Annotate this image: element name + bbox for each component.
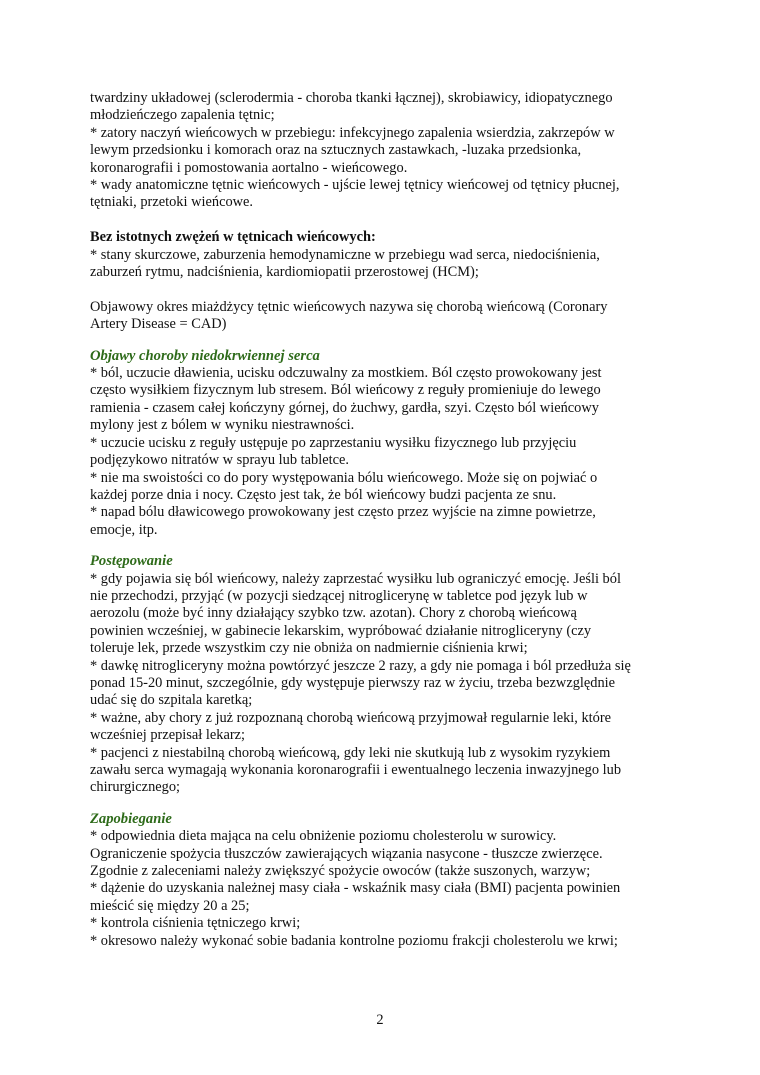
symptoms-section — [90, 348, 670, 539]
text-line: ramienia - czasem całej kończyny górnej, do żuchwy, gardła, szyi. Często ból wieńcowy — [90, 399, 599, 416]
text-line: twardziny układowej (sclerodermia - choroba tkanki łącznej), skrobiawicy, idiopatycznego — [90, 90, 613, 106]
text-line: emocje, itp. — [90, 521, 158, 538]
prevention-section — [90, 811, 670, 950]
text-line: * dawkę nitrogliceryny można powtórzyć jeszcze 2 razy, a gdy nie pomaga i ból przedłuża się — [90, 657, 631, 674]
text-line: wcześniej przepisał lekarz; — [90, 727, 246, 744]
symptoms-heading: Objawy choroby niedokrwiennej serca — [90, 347, 320, 364]
text-line: Objawowy okres miażdżycy tętnic wieńcowych nazywa się chorobą wieńcową (Coronary — [90, 298, 608, 315]
text-line: * gdy pojawia się ból wieńcowy, należy zaprzestać wysiłku lub ograniczyć emocję. Jeśli ból — [90, 570, 621, 587]
spacer — [90, 281, 670, 298]
text-line: udać się do szpitala karetką; — [90, 692, 253, 709]
spacer — [90, 539, 670, 553]
text-line: powinien wcześniej, w gabinecie lekarskim, wypróbować działanie nitrogliceryny (czy — [90, 622, 592, 639]
text-line: nie przechodzi, przyjąć (w pozycji siedzącej nitroglicerynę w tabletce pod język lub w — [90, 587, 588, 604]
text-line: * wady anatomiczne tętnic wieńcowych - ujście lewej tętnicy wieńcowej od tętnicy płucnej, — [90, 177, 620, 194]
prevention-heading: Zapobieganie — [90, 810, 172, 827]
text-line: mieścić się między 20 a 25; — [90, 897, 250, 914]
text-line: * nie ma swoistości co do pory występowania bólu wieńcowego. Może się on pojwiać o — [90, 469, 598, 486]
text-line: tętniaki, przetoki wieńcowe. — [90, 194, 254, 211]
text-line: toleruje lek, przede wszystkim czy nie obniża on nadmiernie ciśnienia krwi; — [90, 640, 528, 657]
procedure-section — [90, 553, 670, 797]
text-line: Zgodnie z zaleceniami należy zwiększyć spożycie owoców (także suszonych, warzyw; — [90, 863, 591, 880]
cad-paragraph — [90, 299, 670, 334]
text-line: * stany skurczowe, zaburzenia hemodynamiczne w przebiegu wad serca, niedociśnienia, — [90, 246, 600, 263]
text-line: mylony jest z bólem w wyniku niestrawności. — [90, 417, 355, 434]
no-stenosis-heading: Bez istotnych zwężeń w tętnicach wieńcowych: — [90, 229, 376, 246]
no-stenosis-section — [90, 229, 670, 281]
page-number: 2 — [376, 1012, 384, 1028]
text-line: podjęzykowo nitratów w sprayu lub tabletce. — [90, 452, 349, 469]
text-line: chirurgicznego; — [90, 779, 181, 796]
spacer — [90, 212, 670, 229]
document-page — [90, 90, 670, 950]
text-line: ponad 15-20 minut, szczególnie, gdy występuje pierwszy raz w życiu, trzeba bezwzględnie — [90, 674, 616, 691]
text-line: * napad bólu dławicowego prowokowany jest często przez wyjście na zimne powietrze, — [90, 504, 596, 521]
text-line: zawału serca wymagają wykonania koronarografii i ewentualnego leczenia inwazyjnego lub — [90, 762, 622, 778]
text-line: * dążenie do uzyskania należnej masy ciała - wskaźnik masy ciała (BMI) pacjenta powinien — [90, 880, 621, 897]
text-line: * pacjenci z niestabilną chorobą wieńcową, gdy leki nie skutkują lub z wysokim ryzykiem — [90, 744, 611, 761]
procedure-heading: Postępowanie — [90, 553, 173, 570]
text-line: * odpowiednia dieta mająca na celu obniżenie poziomu cholesterolu w surowicy. — [90, 828, 557, 845]
text-line: często wysiłkiem fizycznym lub stresem. Ból wieńcowy z reguły promieniuje do lewego — [90, 382, 601, 399]
spacer — [90, 797, 670, 811]
text-line: * okresowo należy wykonać sobie badania kontrolne poziomu frakcji cholesterolu we krwi; — [90, 932, 618, 949]
text-line: młodzieńczego zapalenia tętnic; — [90, 107, 275, 124]
text-line: koronarografii i pomostowania aortalno - wieńcowego. — [90, 159, 408, 176]
text-line: Artery Disease = CAD) — [90, 316, 227, 333]
text-line: każdej porze dnia i nocy. Często jest tak, że ból wieńcowy budzi pacjenta ze snu. — [90, 486, 557, 503]
text-line: lewym przedsionku i komorach oraz na sztucznych zastawkach, -luzaka przedsionka, — [90, 142, 582, 159]
text-line: * uczucie ucisku z reguły ustępuje po zaprzestaniu wysiłku fizycznego lub przyjęciu — [90, 434, 577, 451]
text-line: zaburzeń rytmu, nadciśnienia, kardiomiopatii przerostowej (HCM); — [90, 264, 479, 281]
text-line: * kontrola ciśnienia tętniczego krwi; — [90, 915, 301, 932]
text-line: * zatory naczyń wieńcowych w przebiegu: infekcyjnego zapalenia wsierdzia, zakrzepów w — [90, 124, 615, 141]
spacer — [90, 334, 670, 348]
text-line: * ważne, aby chory z już rozpoznaną chorobą wieńcową przyjmował regularnie leki, które — [90, 709, 612, 726]
text-line: Ograniczenie spożycia tłuszczów zawierających wiązania nasycone - tłuszcze zwierzęce. — [90, 845, 603, 862]
text-line: * ból, uczucie dławienia, ucisku odczuwalny za mostkiem. Ból często prowokowany jest — [90, 365, 602, 382]
text-line: aerozolu (może być inny działający szybko tzw. azotan). Chory z chorobą wieńcową — [90, 605, 577, 622]
intro-paragraph — [90, 90, 670, 212]
